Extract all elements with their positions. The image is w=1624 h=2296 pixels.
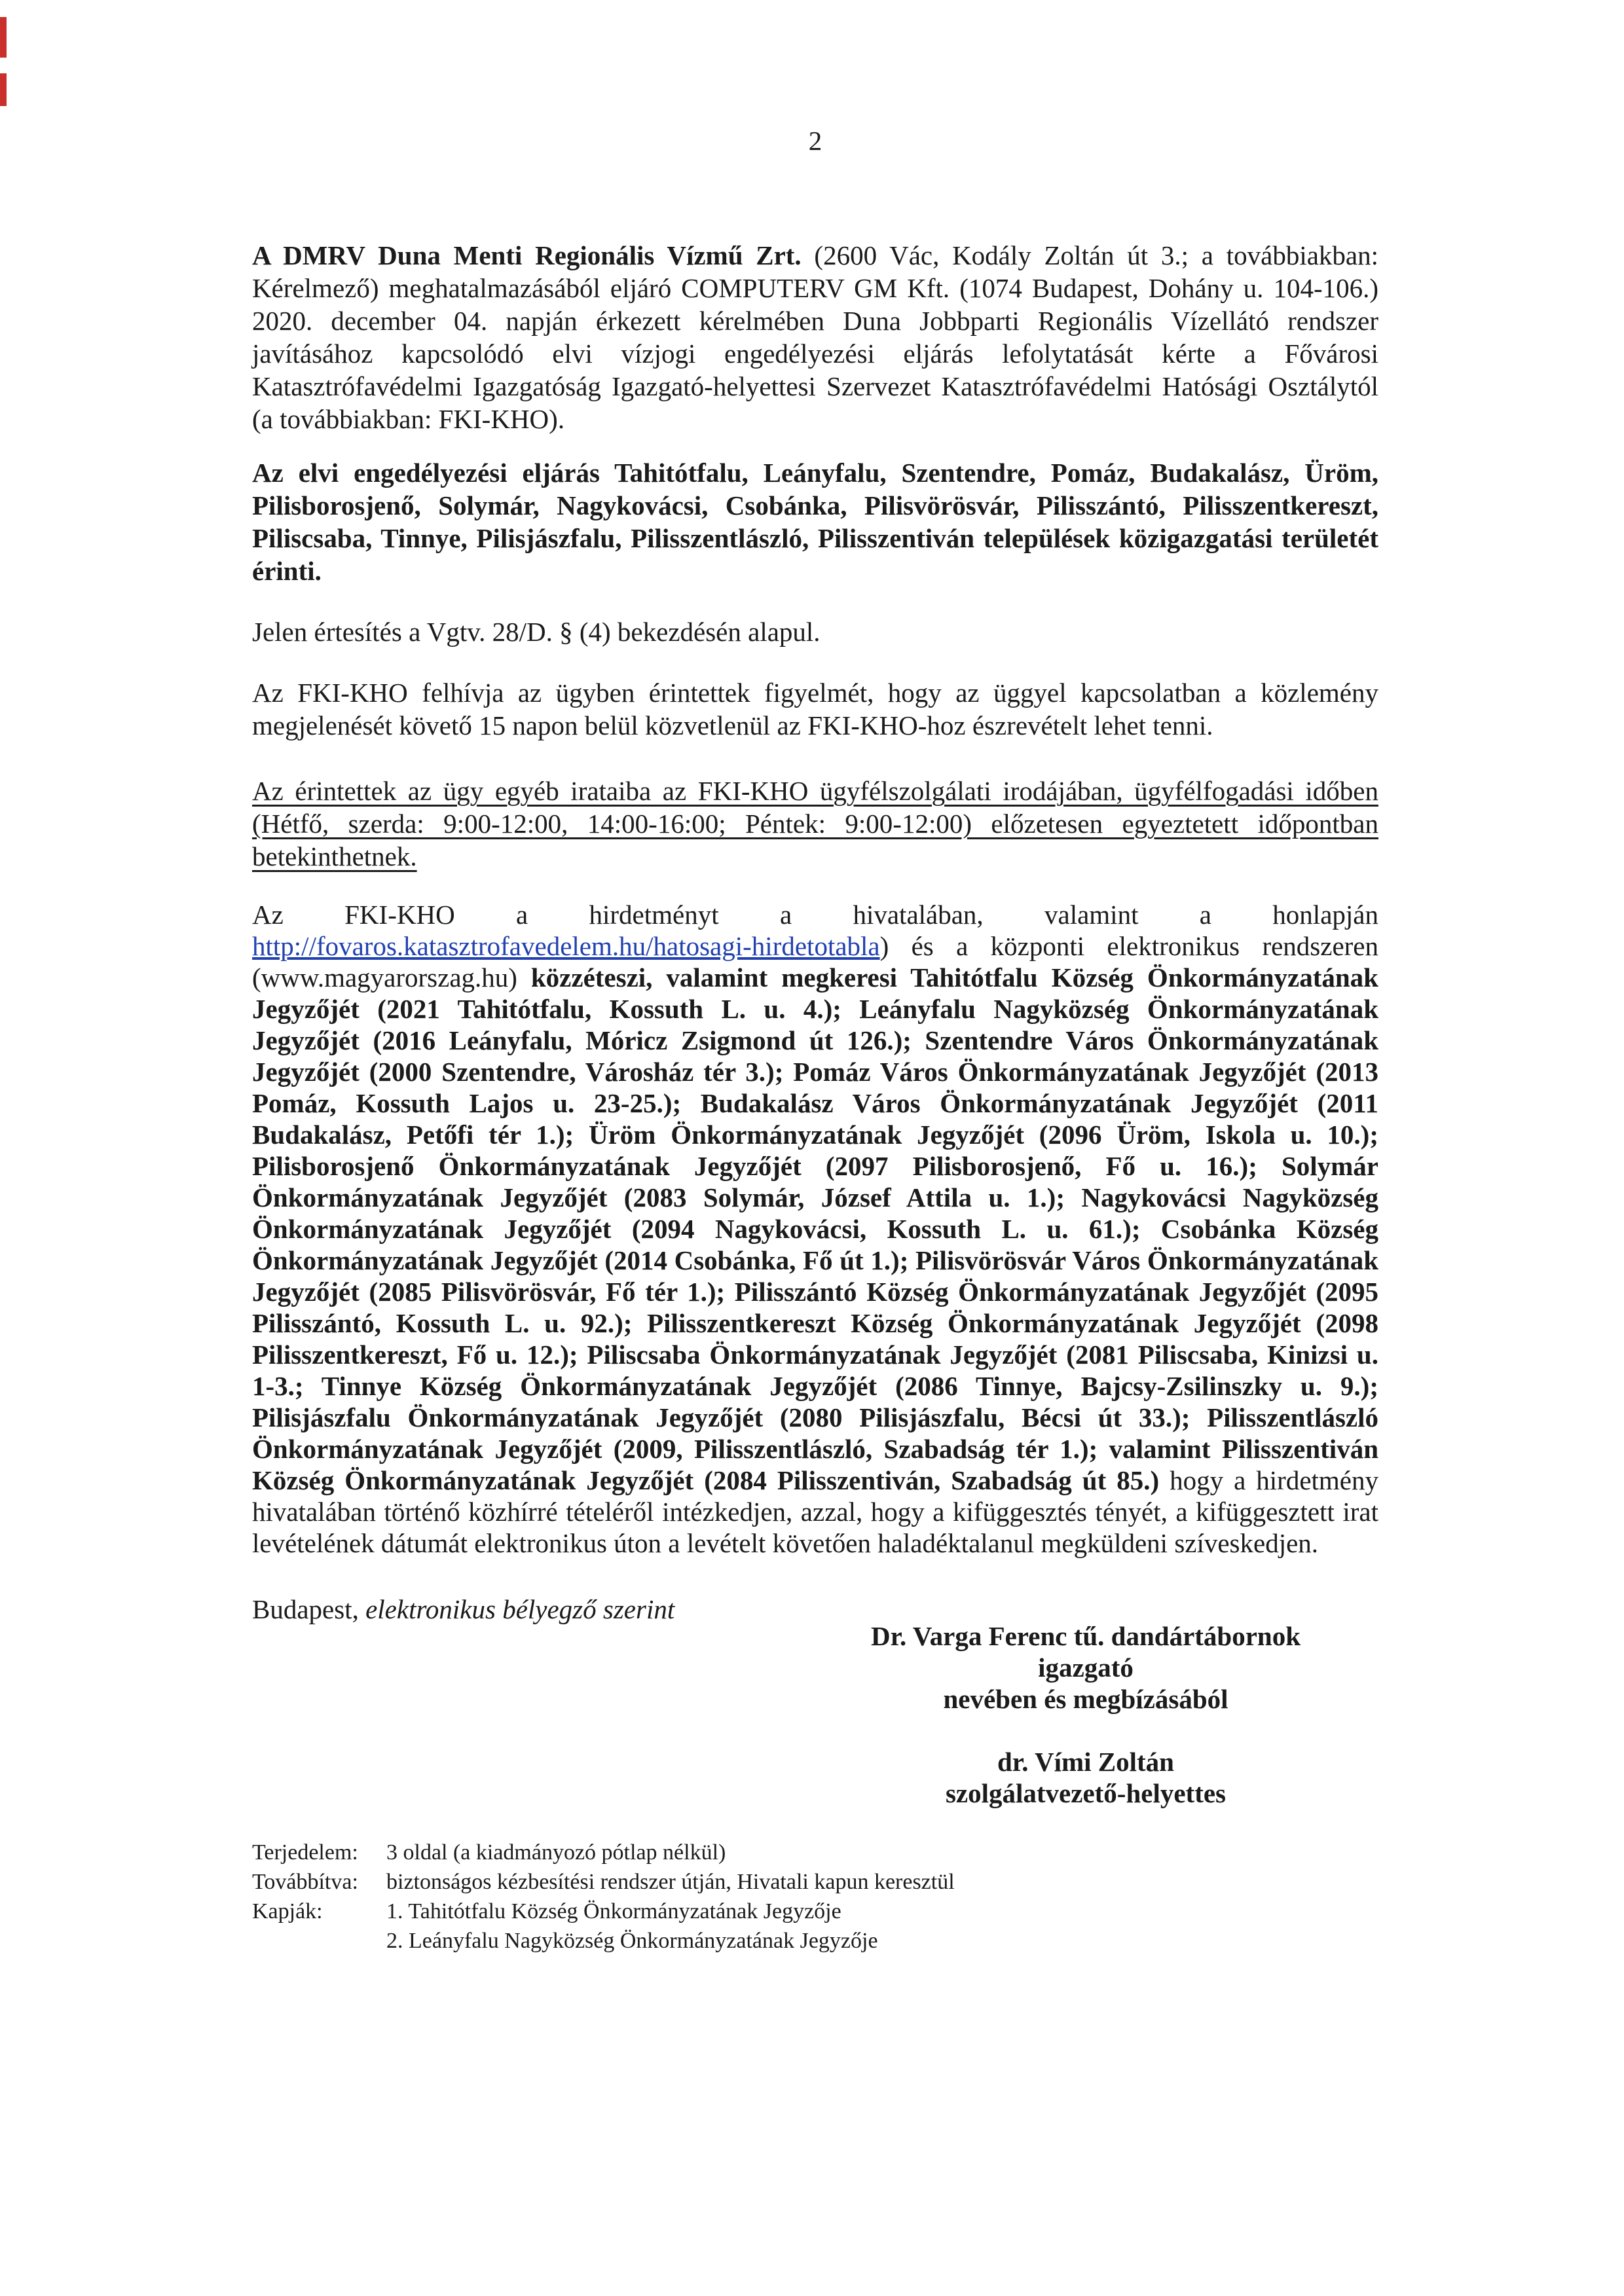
signature-gap xyxy=(791,1715,1380,1746)
electronic-stamp-note: elektronikus bélyegző szerint xyxy=(365,1594,675,1624)
paragraph-applicant xyxy=(252,239,1378,435)
page-number: 2 xyxy=(808,126,822,156)
applicant-name-bold: A DMRV Duna Menti Regionális Vízmű Zrt. xyxy=(252,240,802,270)
paragraph-inspection-hours: Az érintettek az ügy egyéb irataiba az FKI-KHO ügyfélszolgálati irodájában, ügyfélfogadási időben (Hétfő, szerda: 9:00-12:00, 14:00-16:00; Péntek: 9:00-12:00) előzetesen egyeztetett időpontban betekinthetnek. xyxy=(252,776,1378,871)
scan-artifact-red-mark xyxy=(0,73,7,106)
signer-title: igazgató xyxy=(1038,1652,1134,1683)
publication-mid-text: ) és a központi elektronikus rendszeren (www.magyarorszag.hu) xyxy=(252,931,1378,993)
footer-row-forwarded xyxy=(252,1867,1378,1897)
on-behalf-note: nevében és megbízásából xyxy=(943,1684,1228,1714)
document-body xyxy=(252,124,1378,1956)
publication-intro-text: Az FKI-KHO a hirdetményt a hivatalában, valamint a honlapján xyxy=(252,900,1378,930)
signer-name: Dr. Varga Ferenc tű. dandártábornok xyxy=(870,1621,1301,1651)
paragraph-comment-deadline: Az FKI-KHO felhívja az ügyben érintettek figyelmét, hogy az üggyel kapcsolatban a közlemény megjelenését követő 15 napon belül közvetlenül az FKI-KHO-hoz észrevételt lehet tenni. xyxy=(252,678,1378,740)
recipients-label: Kapják: xyxy=(252,1899,323,1923)
paragraph-publication xyxy=(252,899,1378,1559)
paragraph-applicant-text: (2600 Vác, Kodály Zoltán út 3.; a továbbiakban: Kérelmező) meghatalmazásából eljáró COMPUTERV GM Kft. (1074 Budapest, Dohány u. 104-106.) 2020. december 04. napján érkezett kérelmében Duna Jobbparti Regionális Vízellátó rendszer javításához kapcsolódó elvi vízjogi engedélyezési eljárás lefolytatását kérte a Fővárosi Katasztrófavédelmi Igazgatóság Igazgató-helyettesi Szervezet Katasztrófavédelmi Hatósági Osztálytól (a továbbiakban: FKI-KHO). xyxy=(252,240,1378,434)
hirdetotabla-link[interactable]: http://fovaros.katasztrofavedelem.hu/hatosagi-hirdetotabla xyxy=(252,931,880,961)
deputy-name: dr. Vími Zoltán xyxy=(997,1747,1174,1777)
signature-block xyxy=(791,1620,1380,1809)
deputy-title: szolgálatvezető-helyettes xyxy=(945,1778,1227,1808)
scan-artifact-red-mark xyxy=(0,17,7,58)
extent-label: Terjedelem: xyxy=(252,1840,358,1865)
recipient-item: 2. Leányfalu Nagyközség Önkormányzatának Jegyzője xyxy=(386,1929,878,1953)
paragraph-legal-basis: Jelen értesítés a Vgtv. 28/D. § (4) bekezdésén alapul. xyxy=(252,617,821,647)
distribution-block xyxy=(252,1838,1378,1956)
paragraph-municipalities-affected: Az elvi engedélyezési eljárás Tahitótfalu, Leányfalu, Szentendre, Pomáz, Budakalász, Üröm, Pilisborosjenő, Solymár, Nagykovácsi, Csobánka, Pilisvörösvár, Pilisszántó, Pilisszentkereszt, Piliscsaba, Tinnye, Pilisjászfalu, Pilisszentlászló, Pilisszentiván települések közigazgatási területét érinti. xyxy=(252,458,1378,586)
footer-row-recipients xyxy=(252,1897,1378,1956)
publication-closing-text: hogy a hirdetmény hivatalában történő közhírré tételéről intézkedjen, azzal, hogy a kifüggesztés tényét, a kifüggesztett irat levételének dátumát elektronikus úton a levételt követően haladéktalanul megküldeni szíveskedjen. xyxy=(252,1465,1378,1558)
footer-row-extent xyxy=(252,1838,1378,1867)
recipient-item: 1. Tahitótfalu Község Önkormányzatának Jegyzője xyxy=(386,1899,841,1923)
forwarded-label: Továbbítva: xyxy=(252,1870,358,1894)
recipients-list xyxy=(386,1897,1378,1956)
closing-place: Budapest, xyxy=(252,1594,366,1624)
forwarded-value: biztonságos kézbesítési rendszer útján, Hivatali kapun keresztül xyxy=(386,1870,955,1894)
extent-value: 3 oldal (a kiadmányozó pótlap nélkül) xyxy=(386,1840,726,1865)
notified-municipalities-bold: közzéteszi, valamint megkeresi Tahitótfalu Község Önkormányzatának Jegyzőjét (2021 Tahitótfalu, Kossuth L. u. 4.); Leányfalu Nagyközség Önkormányzatának Jegyzőjét (2016 Leányfalu, Móricz Zsigmond út 126.); Szentendre Város Önkormányzatának Jegyzőjét (2000 Szentendre, Városház tér 3.); Pomáz Város Önkormányzatának Jegyzőjét (2013 Pomáz, Kossuth Lajos u. 23-25.); Budakalász Város Önkormányzatának Jegyzőjét (2011 Budakalász, Petőfi tér 1.); Üröm Önkormányzatának Jegyzőjét (2096 Üröm, Iskola u. 10.); Pilisborosjenő Önkormányzatának Jegyzőjét (2097 Pilisborosjenő, Fő u. 16.); Solymár Önkormányzatának Jegyzőjét (2083 Solymár, József Attila u. 1.); Nagykovácsi Nagyközség Önkormányzatának Jegyzőjét (2094 Nagykovácsi, Kossuth L. u. 61.); Csobánka Község Önkormányzatának Jegyzőjét (2014 Csobánka, Fő út 1.); Pilisvörösvár Város Önkormányzatának Jegyzőjét (2085 Pilisvörösvár, Fő tér 1.); Pilisszántó Község Önkormányzatának Jegyzőjét (2095 Pilisszántó, Kossuth L. u. 92.); Pilisszentkereszt Község Önkormányzatának Jegyzőjét (2098 Pilisszentkereszt, Fő u. 12.); Piliscsaba Önkormányzatának Jegyzőjét (2081 Piliscsaba, Kinizsi u. 1-3.; Tinnye Község Önkormányzatának Jegyzőjét (2086 Tinnye, Bajcsy-Zsilinszky u. 9.); Pilisjászfalu Önkormányzatának Jegyzőjét (2080 Pilisjászfalu, Bécsi út 33.); Pilisszentlászló Önkormányzatának Jegyzőjét (2009, Pilisszentlászló, Szabadság tér 1.); valamint Pilisszentiván Község Önkormányzatának Jegyzőjét (2084 Pilisszentiván, Szabadság út 85.) xyxy=(252,962,1378,1495)
